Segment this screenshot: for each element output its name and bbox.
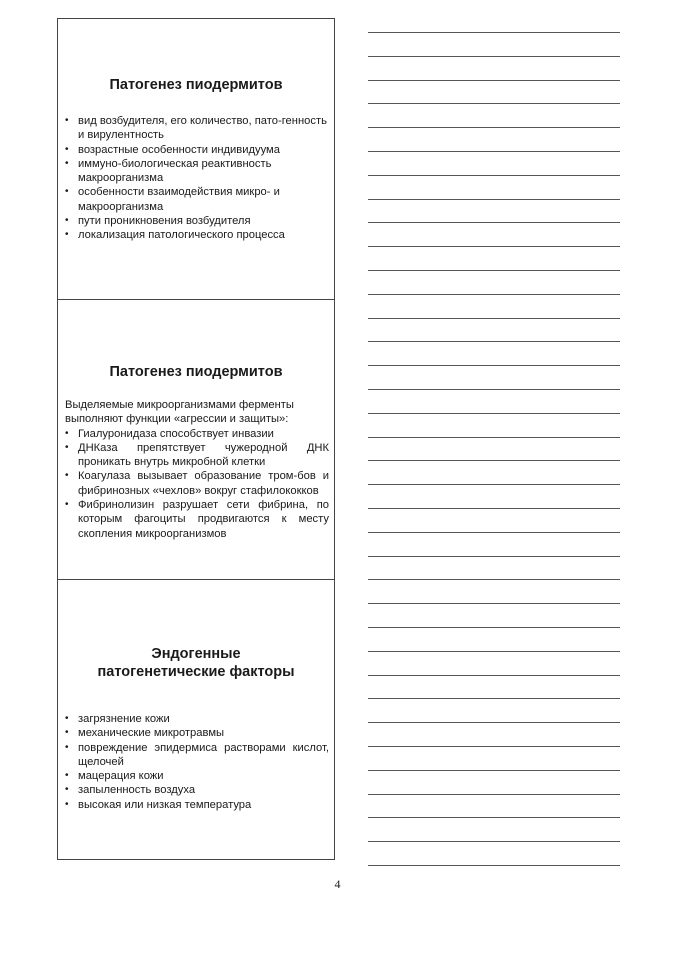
slide-title: Патогенез пиодермитов	[109, 77, 283, 93]
note-line	[368, 794, 620, 795]
note-line	[368, 151, 620, 152]
slide-body	[65, 114, 329, 243]
note-line	[368, 413, 620, 414]
note-line	[368, 817, 620, 818]
list-item: • Фибринолизин разрушает сети фибрина, по которым фагоциты продвигаются к месту скопления микроорганизмов	[65, 498, 329, 541]
note-line	[368, 770, 620, 771]
page-number: 4	[334, 877, 341, 891]
note-line	[368, 80, 620, 81]
list-item: • запыленность воздуха	[65, 783, 329, 797]
note-line	[368, 270, 620, 271]
bullet-list	[65, 427, 329, 541]
list-item: • повреждение эпидермиса растворами кислот, щелочей	[65, 741, 329, 770]
note-line	[368, 246, 620, 247]
note-line	[368, 127, 620, 128]
slide-body	[65, 398, 329, 541]
list-item: • механические микротравмы	[65, 726, 329, 740]
note-line	[368, 651, 620, 652]
note-line	[368, 579, 620, 580]
slide-pathogenesis-1	[58, 19, 334, 299]
note-line	[368, 698, 620, 699]
list-item: • Гиалуронидаза способствует инвазии	[65, 427, 329, 441]
note-line	[368, 603, 620, 604]
list-item: • ДНКаза препятствует чужеродной ДНК проникать внутрь микробной клетки	[65, 441, 329, 470]
list-item: • мацерация кожи	[65, 769, 329, 783]
slide-endogenous-factors	[58, 579, 334, 861]
list-item: • иммуно-биологическая реактивность макроорганизма	[65, 157, 329, 186]
list-item: • высокая или низкая температура	[65, 798, 329, 812]
slide-title-line-1: Эндогенные	[151, 646, 241, 662]
note-line	[368, 460, 620, 461]
note-line	[368, 341, 620, 342]
bullet-list	[65, 114, 329, 243]
list-item: • Коагулаза вызывает образование тром-бов и фибринозных «чехлов» вокруг стафилококков	[65, 469, 329, 498]
notes-lines	[368, 10, 620, 860]
list-item: • особенности взаимодействия микро- и макроорганизма	[65, 185, 329, 214]
slide-title	[58, 645, 334, 681]
list-item: • загрязнение кожи	[65, 712, 329, 726]
slide-intro: Выделяемые микроорганизмами ферменты выполняют функции «агрессии и защиты»:	[65, 399, 294, 426]
note-line	[368, 365, 620, 366]
note-line	[368, 199, 620, 200]
note-line	[368, 746, 620, 747]
note-line	[368, 627, 620, 628]
note-line	[368, 294, 620, 295]
list-item: • локализация патологического процесса	[65, 228, 329, 242]
note-line	[368, 556, 620, 557]
list-item: • пути проникновения возбудителя	[65, 214, 329, 228]
note-line	[368, 484, 620, 485]
note-line	[368, 318, 620, 319]
note-line	[368, 722, 620, 723]
bullet-list	[65, 712, 329, 812]
note-line	[368, 508, 620, 509]
list-item: • возрастные особенности индивидуума	[65, 143, 329, 157]
list-item: • вид возбудителя, его количество, пато-генность и вирулентность	[65, 114, 329, 143]
note-line	[368, 222, 620, 223]
slide-title: Патогенез пиодермитов	[109, 364, 283, 380]
note-line	[368, 532, 620, 533]
note-line	[368, 56, 620, 57]
slide-title-line-2: патогенетические факторы	[97, 664, 295, 680]
note-line	[368, 841, 620, 842]
slides-column	[57, 18, 335, 860]
note-line	[368, 32, 620, 33]
note-line	[368, 865, 620, 866]
slide-pathogenesis-2	[58, 299, 334, 579]
note-line	[368, 389, 620, 390]
note-line	[368, 675, 620, 676]
note-line	[368, 103, 620, 104]
note-line	[368, 437, 620, 438]
note-line	[368, 175, 620, 176]
slide-body	[65, 712, 329, 812]
